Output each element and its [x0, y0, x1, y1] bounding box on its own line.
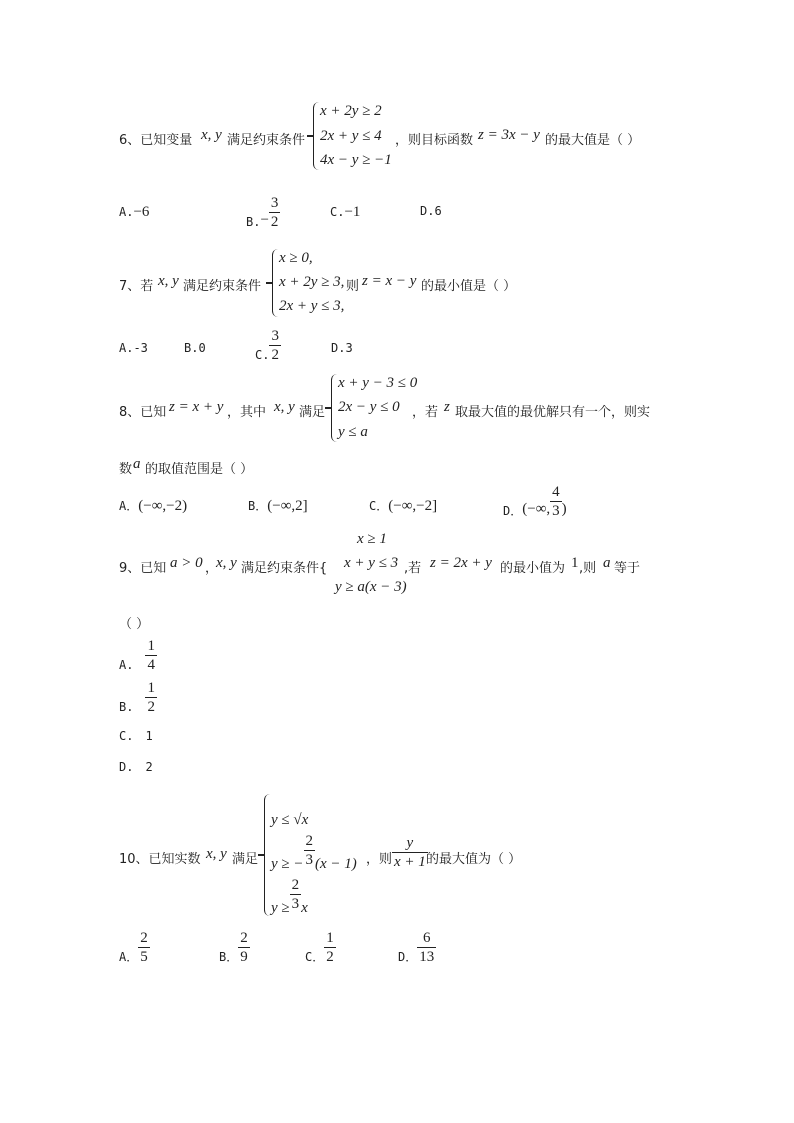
q8-z: z: [444, 399, 450, 415]
q8-option-c[interactable]: C．(−∞,−2]: [369, 498, 438, 514]
q7-option-c[interactable]: C. $\frac{3}{2}$: [255, 328, 279, 363]
q8-line2-b: 的取值范围是（ ）: [145, 462, 254, 477]
q6-constraint-3: 4x − y ≥ −1: [320, 152, 392, 168]
q8-mid: ，其中: [227, 405, 267, 420]
q9-option-c[interactable]: C. 1: [119, 729, 153, 743]
q10-constraint-2: y ≥ − $\frac{2}{3}$ (x − 1): [271, 833, 357, 872]
q8-option-b[interactable]: B．(−∞,2]: [248, 498, 308, 514]
q8-prefix: 8、已知: [119, 405, 167, 420]
q8-constraint-1: x + y − 3 ≤ 0: [338, 375, 418, 391]
q6-option-d[interactable]: D.6: [420, 204, 442, 218]
q9-value: 1: [571, 555, 579, 571]
q9-cond: 满足约束条件{: [241, 561, 328, 576]
q9-constraint-1: x ≥ 1: [357, 531, 387, 547]
q8-line2-a: 数: [119, 462, 133, 477]
q10-constraint-3: y ≥ $\frac{2}{3}$ x: [271, 877, 308, 916]
q6-option-a[interactable]: A.−6: [119, 204, 150, 220]
q9-option-b[interactable]: B. $\frac{1}{2}$: [119, 680, 155, 715]
q10-prefix: 10、已知实数: [119, 852, 201, 867]
q10-option-d[interactable]: D． $\frac{6}{13}$: [398, 930, 435, 965]
q6-constraint-1: x + 2y ≥ 2: [320, 103, 382, 119]
q10-tail: 的最大值为（ ）: [426, 852, 522, 867]
q9-option-a[interactable]: A. $\frac{1}{4}$: [119, 638, 155, 673]
q9-a: a: [603, 555, 611, 571]
q6-tail: 的最大值是（ ）: [545, 133, 641, 148]
q7-vars: x, y: [158, 273, 179, 289]
q9-tail-3: 等于: [614, 561, 641, 576]
q6-cond: 满足约束条件: [227, 133, 306, 148]
q9-prefix: 9、已知: [119, 561, 167, 576]
q9-tail-1: 的最小值为: [500, 561, 566, 576]
q8-objective: z = x + y: [169, 399, 224, 415]
q10-mid: ，则: [366, 852, 393, 867]
q9-objective: z = 2x + y: [430, 555, 492, 571]
q6-constraint-2: 2x + y ≤ 4: [320, 128, 382, 144]
q10-cond: 满足: [232, 852, 259, 867]
q7-tail: 的最小值是（ ）: [421, 279, 517, 294]
q6-option-b[interactable]: B.− $\frac{3}{2}$: [246, 195, 279, 230]
q7-prefix: 7、若: [119, 279, 154, 294]
q10-option-b[interactable]: B． $\frac{2}{9}$: [219, 930, 248, 965]
q10-option-c[interactable]: C． $\frac{1}{2}$: [305, 930, 334, 965]
q7-option-a[interactable]: A.-3: [119, 341, 148, 355]
q7-option-d[interactable]: D.3: [331, 341, 353, 355]
q8-option-a[interactable]: A．(−∞,−2): [119, 498, 188, 514]
q7-option-b[interactable]: B.0: [184, 341, 206, 355]
q7-mid: 则: [346, 279, 360, 294]
q7-constraint-3: 2x + y ≤ 3,: [279, 298, 345, 314]
q10-vars: x, y: [206, 846, 227, 862]
q10-option-a[interactable]: A． $\frac{2}{5}$: [119, 930, 148, 965]
q8-cond: 满足: [299, 405, 326, 420]
q6-vars: x, y: [201, 127, 222, 143]
q6-option-c[interactable]: C.−1: [330, 204, 361, 220]
q8-vars: x, y: [274, 399, 295, 415]
q9-sep: ，: [205, 561, 219, 576]
q8-constraint-2: 2x − y ≤ 0: [338, 399, 400, 415]
q8-tail-1: ，若: [412, 405, 439, 420]
q9-paren: （ ）: [119, 617, 150, 632]
q6-prefix: 6、已知变量: [119, 133, 193, 148]
q8-option-d[interactable]: D．(−∞, $\frac{4}{3}$ ): [503, 484, 567, 519]
q6-objective: z = 3x − y: [478, 127, 540, 143]
q6-mid: ，则目标函数: [395, 133, 474, 148]
q7-constraint-2: x + 2y ≥ 3,: [279, 274, 345, 290]
q8-constraint-3: y ≤ a: [338, 424, 368, 440]
q7-objective: z = x − y: [362, 273, 417, 289]
q9-constraint-3: y ≥ a(x − 3): [335, 579, 407, 595]
q8-a: a: [133, 456, 141, 472]
q9-constraint-2: x + y ≤ 3: [344, 555, 399, 571]
q9-tail-2: ,则: [579, 561, 597, 576]
q7-constraint-1: x ≥ 0,: [279, 250, 313, 266]
q9-mid: ,若: [404, 561, 422, 576]
q10-fraction: $\frac{y}{x + 1}$: [394, 835, 426, 870]
q10-constraint-1: y ≤ √x: [271, 812, 309, 828]
q7-cond: 满足约束条件: [183, 279, 262, 294]
q9-option-d[interactable]: D. 2: [119, 760, 153, 774]
q8-tail-2: 取最大值的最优解只有一个，则实: [455, 405, 651, 420]
q9-vars: x, y: [216, 555, 237, 571]
q9-a-positive: a > 0: [170, 555, 203, 571]
